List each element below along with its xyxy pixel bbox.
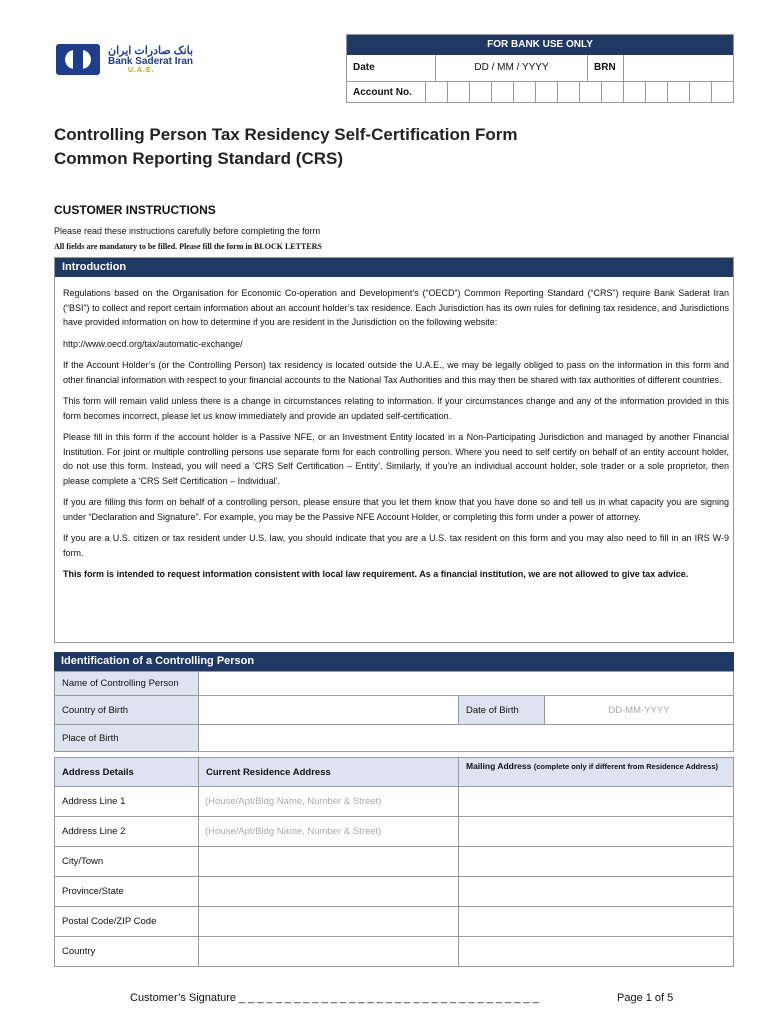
bank-use-header: FOR BANK USE ONLY	[347, 35, 733, 55]
address-row	[54, 936, 734, 967]
address-row-label: Address Line 2	[55, 817, 198, 846]
logo-sub-text: U.A.E.	[128, 67, 155, 74]
instructions-line2: All fields are mandatory to be filled. Please fill the form in BLOCK LETTERS	[54, 242, 322, 251]
residence-address-input[interactable]	[198, 877, 458, 906]
place-birth-label: Place of Birth	[55, 725, 198, 751]
form-title-line1: Controlling Person Tax Residency Self-Certification Form	[54, 125, 518, 144]
intro-paragraph: If you are a U.S. citizen or tax resident under U.S. law, you should indicate that you are a U.S. tax resident on this form and you may also need to fill in an IRS W-9 form.	[63, 533, 729, 558]
address-row-label: Country	[55, 937, 198, 966]
dob-label: Date of Birth	[458, 696, 544, 724]
account-digit-box[interactable]	[645, 82, 667, 103]
intro-paragraph: This form will remain valid unless there is a change in circumstances relating to information. If your circumstances change and any of the information provided in this form becomes incorrect, please let us know immediately and provide an updated self-certification.	[63, 396, 729, 421]
brn-field[interactable]	[623, 55, 733, 81]
address-row	[54, 816, 734, 847]
account-digit-box[interactable]	[667, 82, 689, 103]
residence-address-input[interactable]: (House/Apt/Bldg Name, Number & Street)	[198, 817, 458, 846]
account-digit-box[interactable]	[425, 82, 447, 103]
place-birth-input[interactable]	[198, 725, 733, 751]
account-digit-box[interactable]	[513, 82, 535, 103]
mailing-address-input[interactable]	[458, 817, 733, 846]
introduction-text	[63, 286, 729, 589]
name-row	[54, 671, 734, 696]
mailing-address-title: Mailing Address	[466, 761, 532, 771]
mailing-address-input[interactable]	[458, 787, 733, 816]
form-title-line2: Common Reporting Standard (CRS)	[54, 149, 343, 168]
address-header-row	[54, 757, 734, 787]
place-birth-row	[54, 724, 734, 752]
residence-address-header: Current Residence Address	[198, 758, 458, 786]
bank-use-table	[346, 34, 734, 103]
intro-paragraph: Regulations based on the Organisation for Economic Co-operation and Development’s (“OECD”) Common Reporting Standard (“CRS”) require Bank Saderat Iran (“BSI”) to collect and report certain information about an account holder’s tax residence. Each Jurisdiction has its own rules for defining tax residence, and Jurisdictions have provided information on how to determine if you are resident in the Jurisdiction on the following website:	[63, 288, 729, 327]
instructions-line1: Please read these instructions carefully before completing the form	[54, 226, 321, 236]
account-digit-box[interactable]	[601, 82, 623, 103]
name-input[interactable]	[198, 672, 733, 695]
logo-english-text: Bank Saderat Iran	[108, 56, 194, 67]
account-row	[347, 82, 733, 103]
mailing-address-note: (complete only if different from Residence Address)	[533, 762, 719, 771]
introduction-section	[54, 257, 734, 643]
identification-section	[54, 652, 734, 970]
account-digit-box[interactable]	[579, 82, 601, 103]
address-row	[54, 786, 734, 817]
account-digit-box[interactable]	[491, 82, 513, 103]
country-birth-label: Country of Birth	[55, 696, 198, 724]
identification-heading: Identification of a Controlling Person	[54, 652, 734, 671]
mailing-address-input[interactable]	[458, 877, 733, 906]
residence-address-input[interactable]	[198, 907, 458, 936]
address-row	[54, 846, 734, 877]
name-label: Name of Controlling Person	[55, 672, 198, 695]
bank-date-row	[347, 55, 733, 82]
address-row	[54, 876, 734, 907]
mailing-address-header	[458, 758, 733, 786]
country-birth-input[interactable]	[198, 696, 458, 724]
address-row-label: Address Line 1	[55, 787, 198, 816]
date-label: Date	[353, 62, 375, 73]
mailing-address-input[interactable]	[458, 907, 733, 936]
address-row	[54, 906, 734, 937]
address-row-label: Province/State	[55, 877, 198, 906]
account-digit-box[interactable]	[557, 82, 579, 103]
page-number: Page 1 of 5	[617, 992, 674, 1004]
intro-paragraph: Please fill in this form if the account holder is a Passive NFE, or an Investment Entity located in a Non-Participating Jurisdiction and managed by another Financial Institution. For joint or multiple controlling persons use separate form for each controlling person. Where you need to self certify on behalf of an entity account holder, do not use this form. Instead, you will need a ‘CRS Self Certification – Entity’. Similarly, if you’re an individual account holder, sole trader or a sole proprietor, then please complete a ‘CRS Self Certification – Individual’.	[63, 432, 729, 486]
account-digit-box[interactable]	[711, 82, 733, 103]
residence-address-input[interactable]	[198, 937, 458, 966]
residence-address-input[interactable]: (House/Apt/Bldg Name, Number & Street)	[198, 787, 458, 816]
date-field[interactable]: DD / MM / YYYY	[435, 55, 587, 81]
dob-input[interactable]: DD-MM-YYYY	[544, 696, 733, 724]
intro-paragraph: If the Account Holder’s (or the Controlling Person) tax residency is located outside the U.A.E., we may be legally obliged to pass on the information in this form and other financial information with respect to your financial accounts to the National Tax Authorities and this may then be shared with tax authorities of different countries.	[63, 360, 729, 385]
account-label: Account No.	[353, 87, 412, 98]
account-digit-box[interactable]	[447, 82, 469, 103]
intro-paragraph: If you are filling this form on behalf of a controlling person, please ensure that you let them know that you have done so and tell us in what capacity you are signing under “Declaration and Signature”. For example, you may be the Passive NFE Account Holder, or completing this form under a power of attorney.	[63, 497, 729, 522]
brn-label: BRN	[594, 62, 616, 73]
logo-persian-text: بانک صادرات ایران	[108, 45, 194, 57]
residence-address-input[interactable]	[198, 847, 458, 876]
account-digit-box[interactable]	[623, 82, 645, 103]
mailing-address-input[interactable]	[458, 847, 733, 876]
address-row-label: City/Town	[55, 847, 198, 876]
birth-row	[54, 695, 734, 725]
instructions-heading: CUSTOMER INSTRUCTIONS	[54, 203, 216, 217]
mailing-address-input[interactable]	[458, 937, 733, 966]
oecd-link[interactable]: http://www.oecd.org/tax/automatic-exchange/	[63, 338, 243, 349]
introduction-heading: Introduction	[55, 258, 733, 277]
account-digit-box[interactable]	[469, 82, 491, 103]
bank-logo-icon	[56, 44, 100, 75]
account-digit-box[interactable]	[689, 82, 711, 103]
address-row-label: Postal Code/ZIP Code	[55, 907, 198, 936]
address-details-header: Address Details	[55, 758, 198, 786]
intro-disclaimer: This form is intended to request information consistent with local law requirement. As a financial institution, we are not allowed to give tax advice.	[63, 569, 689, 579]
account-digit-box[interactable]	[535, 82, 557, 103]
customer-signature-line: Customer’s Signature _ _ _ _ _ _ _ _ _ _ _ _ _ _ _ _ _ _ _ _ _ _ _ _ _ _ _ _ _ _ _ _ _	[130, 992, 539, 1004]
form-title	[54, 123, 517, 171]
